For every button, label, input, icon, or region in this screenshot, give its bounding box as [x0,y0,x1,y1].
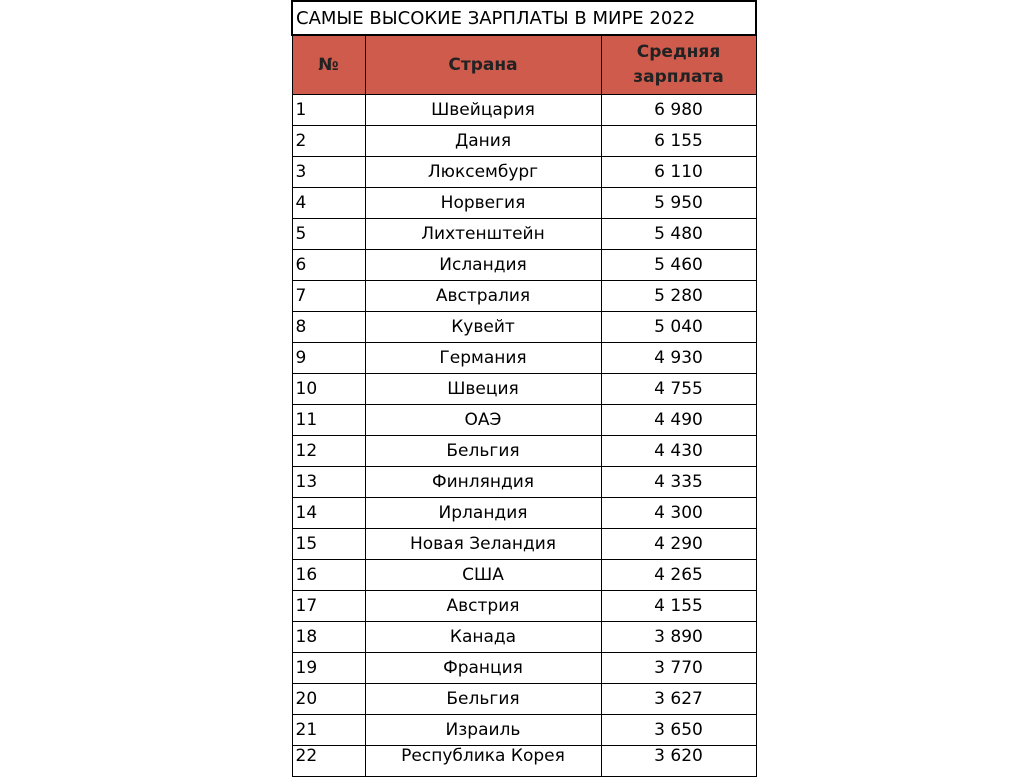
table-row [292,343,756,374]
salary-table [291,0,757,777]
row-country: Швеция [365,374,601,405]
row-country: Германия [365,343,601,374]
row-number: 21 [292,715,365,746]
row-number: 3 [292,157,365,188]
row-salary: 5 480 [601,219,756,250]
row-salary: 3 770 [601,653,756,684]
row-number: 17 [292,591,365,622]
row-country: Израиль [365,715,601,746]
row-country: Лихтенштейн [365,219,601,250]
row-salary: 3 650 [601,715,756,746]
header-row [292,35,756,95]
table-row [292,157,756,188]
row-number: 5 [292,219,365,250]
table-row [292,281,756,312]
row-number: 22 [292,746,365,777]
table-row [292,95,756,126]
table-row [292,250,756,281]
row-number: 19 [292,653,365,684]
table-row [292,653,756,684]
row-country: Дания [365,126,601,157]
row-salary: 4 265 [601,560,756,591]
row-country: Австралия [365,281,601,312]
row-salary: 5 460 [601,250,756,281]
row-salary: 6 110 [601,157,756,188]
table-row [292,126,756,157]
row-country: Кувейт [365,312,601,343]
row-salary: 6 155 [601,126,756,157]
row-number: 1 [292,95,365,126]
row-number: 9 [292,343,365,374]
row-number: 8 [292,312,365,343]
row-number: 10 [292,374,365,405]
row-number: 14 [292,498,365,529]
row-salary: 3 890 [601,622,756,653]
title-row [292,1,756,35]
row-country: Канада [365,622,601,653]
row-country: Новая Зеландия [365,529,601,560]
header-country: Страна [365,35,601,95]
row-salary: 6 980 [601,95,756,126]
table-row [292,622,756,653]
header-salary-line1: Средняя [636,42,721,62]
row-number: 2 [292,126,365,157]
row-number: 20 [292,684,365,715]
row-salary: 3 620 [601,746,756,777]
row-number: 4 [292,188,365,219]
table-row [292,560,756,591]
row-number: 12 [292,436,365,467]
row-number: 6 [292,250,365,281]
header-salary-line2: зарплата [633,67,724,87]
row-salary: 4 430 [601,436,756,467]
row-salary: 4 300 [601,498,756,529]
table-row [292,188,756,219]
table-row [292,746,756,777]
table-row [292,498,756,529]
row-number: 16 [292,560,365,591]
row-salary: 5 280 [601,281,756,312]
row-country: Исландия [365,250,601,281]
table-row [292,436,756,467]
row-country: Финляндия [365,467,601,498]
row-salary: 4 490 [601,405,756,436]
row-salary: 5 040 [601,312,756,343]
row-salary: 4 155 [601,591,756,622]
row-country: Ирландия [365,498,601,529]
row-country: Республика Корея [365,746,601,777]
row-country: Бельгия [365,684,601,715]
row-country: Люксембург [365,157,601,188]
table-row [292,529,756,560]
row-salary: 4 755 [601,374,756,405]
row-salary: 4 335 [601,467,756,498]
table-title: САМЫЕ ВЫСОКИЕ ЗАРПЛАТЫ В МИРЕ 2022 [292,1,756,35]
row-number: 18 [292,622,365,653]
table-row [292,684,756,715]
row-country: Австрия [365,591,601,622]
row-salary: 5 950 [601,188,756,219]
row-number: 15 [292,529,365,560]
row-salary: 3 627 [601,684,756,715]
table-row [292,715,756,746]
table-row [292,219,756,250]
header-salary [601,35,756,95]
table-body [292,95,756,777]
table-row [292,467,756,498]
table-row [292,312,756,343]
row-country: Норвегия [365,188,601,219]
row-country: Франция [365,653,601,684]
table-row [292,591,756,622]
row-salary: 4 930 [601,343,756,374]
row-salary: 4 290 [601,529,756,560]
row-number: 7 [292,281,365,312]
row-country: Бельгия [365,436,601,467]
row-country: ОАЭ [365,405,601,436]
row-number: 13 [292,467,365,498]
table-row [292,374,756,405]
row-country: Швейцария [365,95,601,126]
header-num: № [292,35,365,95]
row-number: 11 [292,405,365,436]
table-row [292,405,756,436]
row-country: США [365,560,601,591]
